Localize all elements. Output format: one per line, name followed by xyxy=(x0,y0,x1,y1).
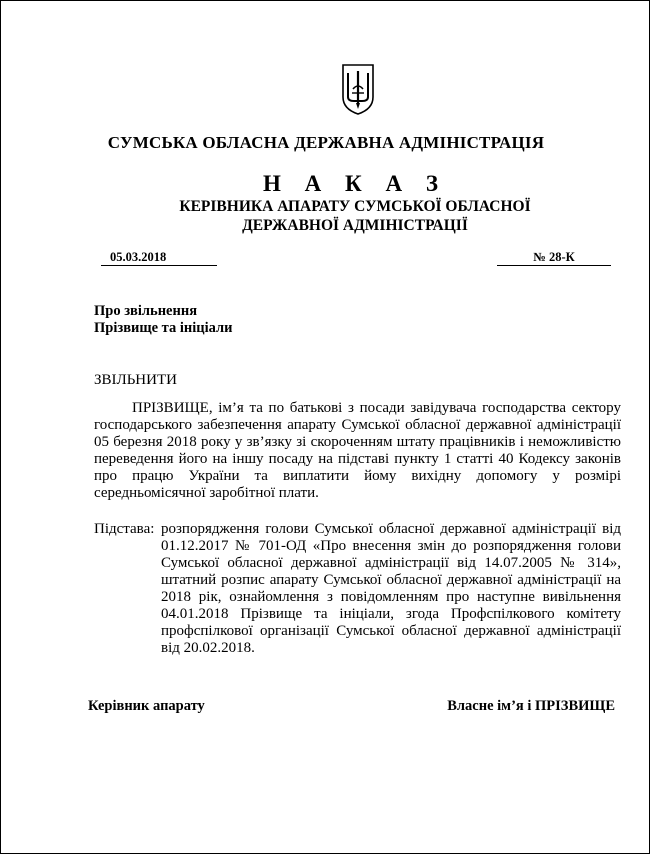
subject-line-title: Про звільнення xyxy=(94,303,198,319)
signatory-position: Керівник апарату xyxy=(88,698,205,714)
trident-emblem-icon xyxy=(340,63,376,115)
basis-label: Підстава: xyxy=(94,521,155,537)
order-directive: ЗВІЛЬНИТИ xyxy=(94,372,177,388)
order-body: ПРІЗВИЩЕ, ім’я та по батькові з посади завідувача господарства сектору господарського забезпечення апарату Сумської обласної державної адміністрації 05 березня 2018 року у зв’язку зі скороченням штату працівників і неможливістю переведення його на іншу посаду на підставі пункту 1 статті 40 Кодексу законів про працю України та виплатити йому вихідну допомогу у розмірі середньомісячної заробітної плати. xyxy=(94,400,621,501)
document-subtitle-line1: КЕРІВНИКА АПАРАТУ СУМСЬКОЇ ОБЛАСНОЇ xyxy=(179,198,531,215)
organization-title: СУМСЬКА ОБЛАСНА ДЕРЖАВНА АДМІНІСТРАЦІЯ xyxy=(107,133,545,152)
document-subtitle-line2: ДЕРЖАВНОЇ АДМІНІСТРАЦІЇ xyxy=(242,217,468,234)
order-subject xyxy=(94,303,233,337)
order-date: 05.03.2018 xyxy=(101,250,217,266)
basis-text: розпорядження голови Сумської обласної державної адміністрації від 01.12.2017 № 701-ОД «Про внесення змін до розпорядження голови Сумської обласної державної адміністрації від 14.07.2005 № 314», штатний розпис апарату Сумської обласної державної адміністрації на 2018 рік, ознайомлення з повідомленням про наступне вивільнення 04.01.2018 Прізвище та ініціали, згода Профспілкового комітету профспілкової організації Сумської обласної державної адміністрації від 20.02.2018. xyxy=(161,521,621,656)
signatory-name: Власне ім’я і ПРІЗВИЩЕ xyxy=(447,698,615,714)
order-number: № 28-К xyxy=(497,250,611,266)
subject-line-person: Прізвище та ініціали xyxy=(94,320,233,336)
document-type-title: Н А К А З xyxy=(263,171,447,196)
